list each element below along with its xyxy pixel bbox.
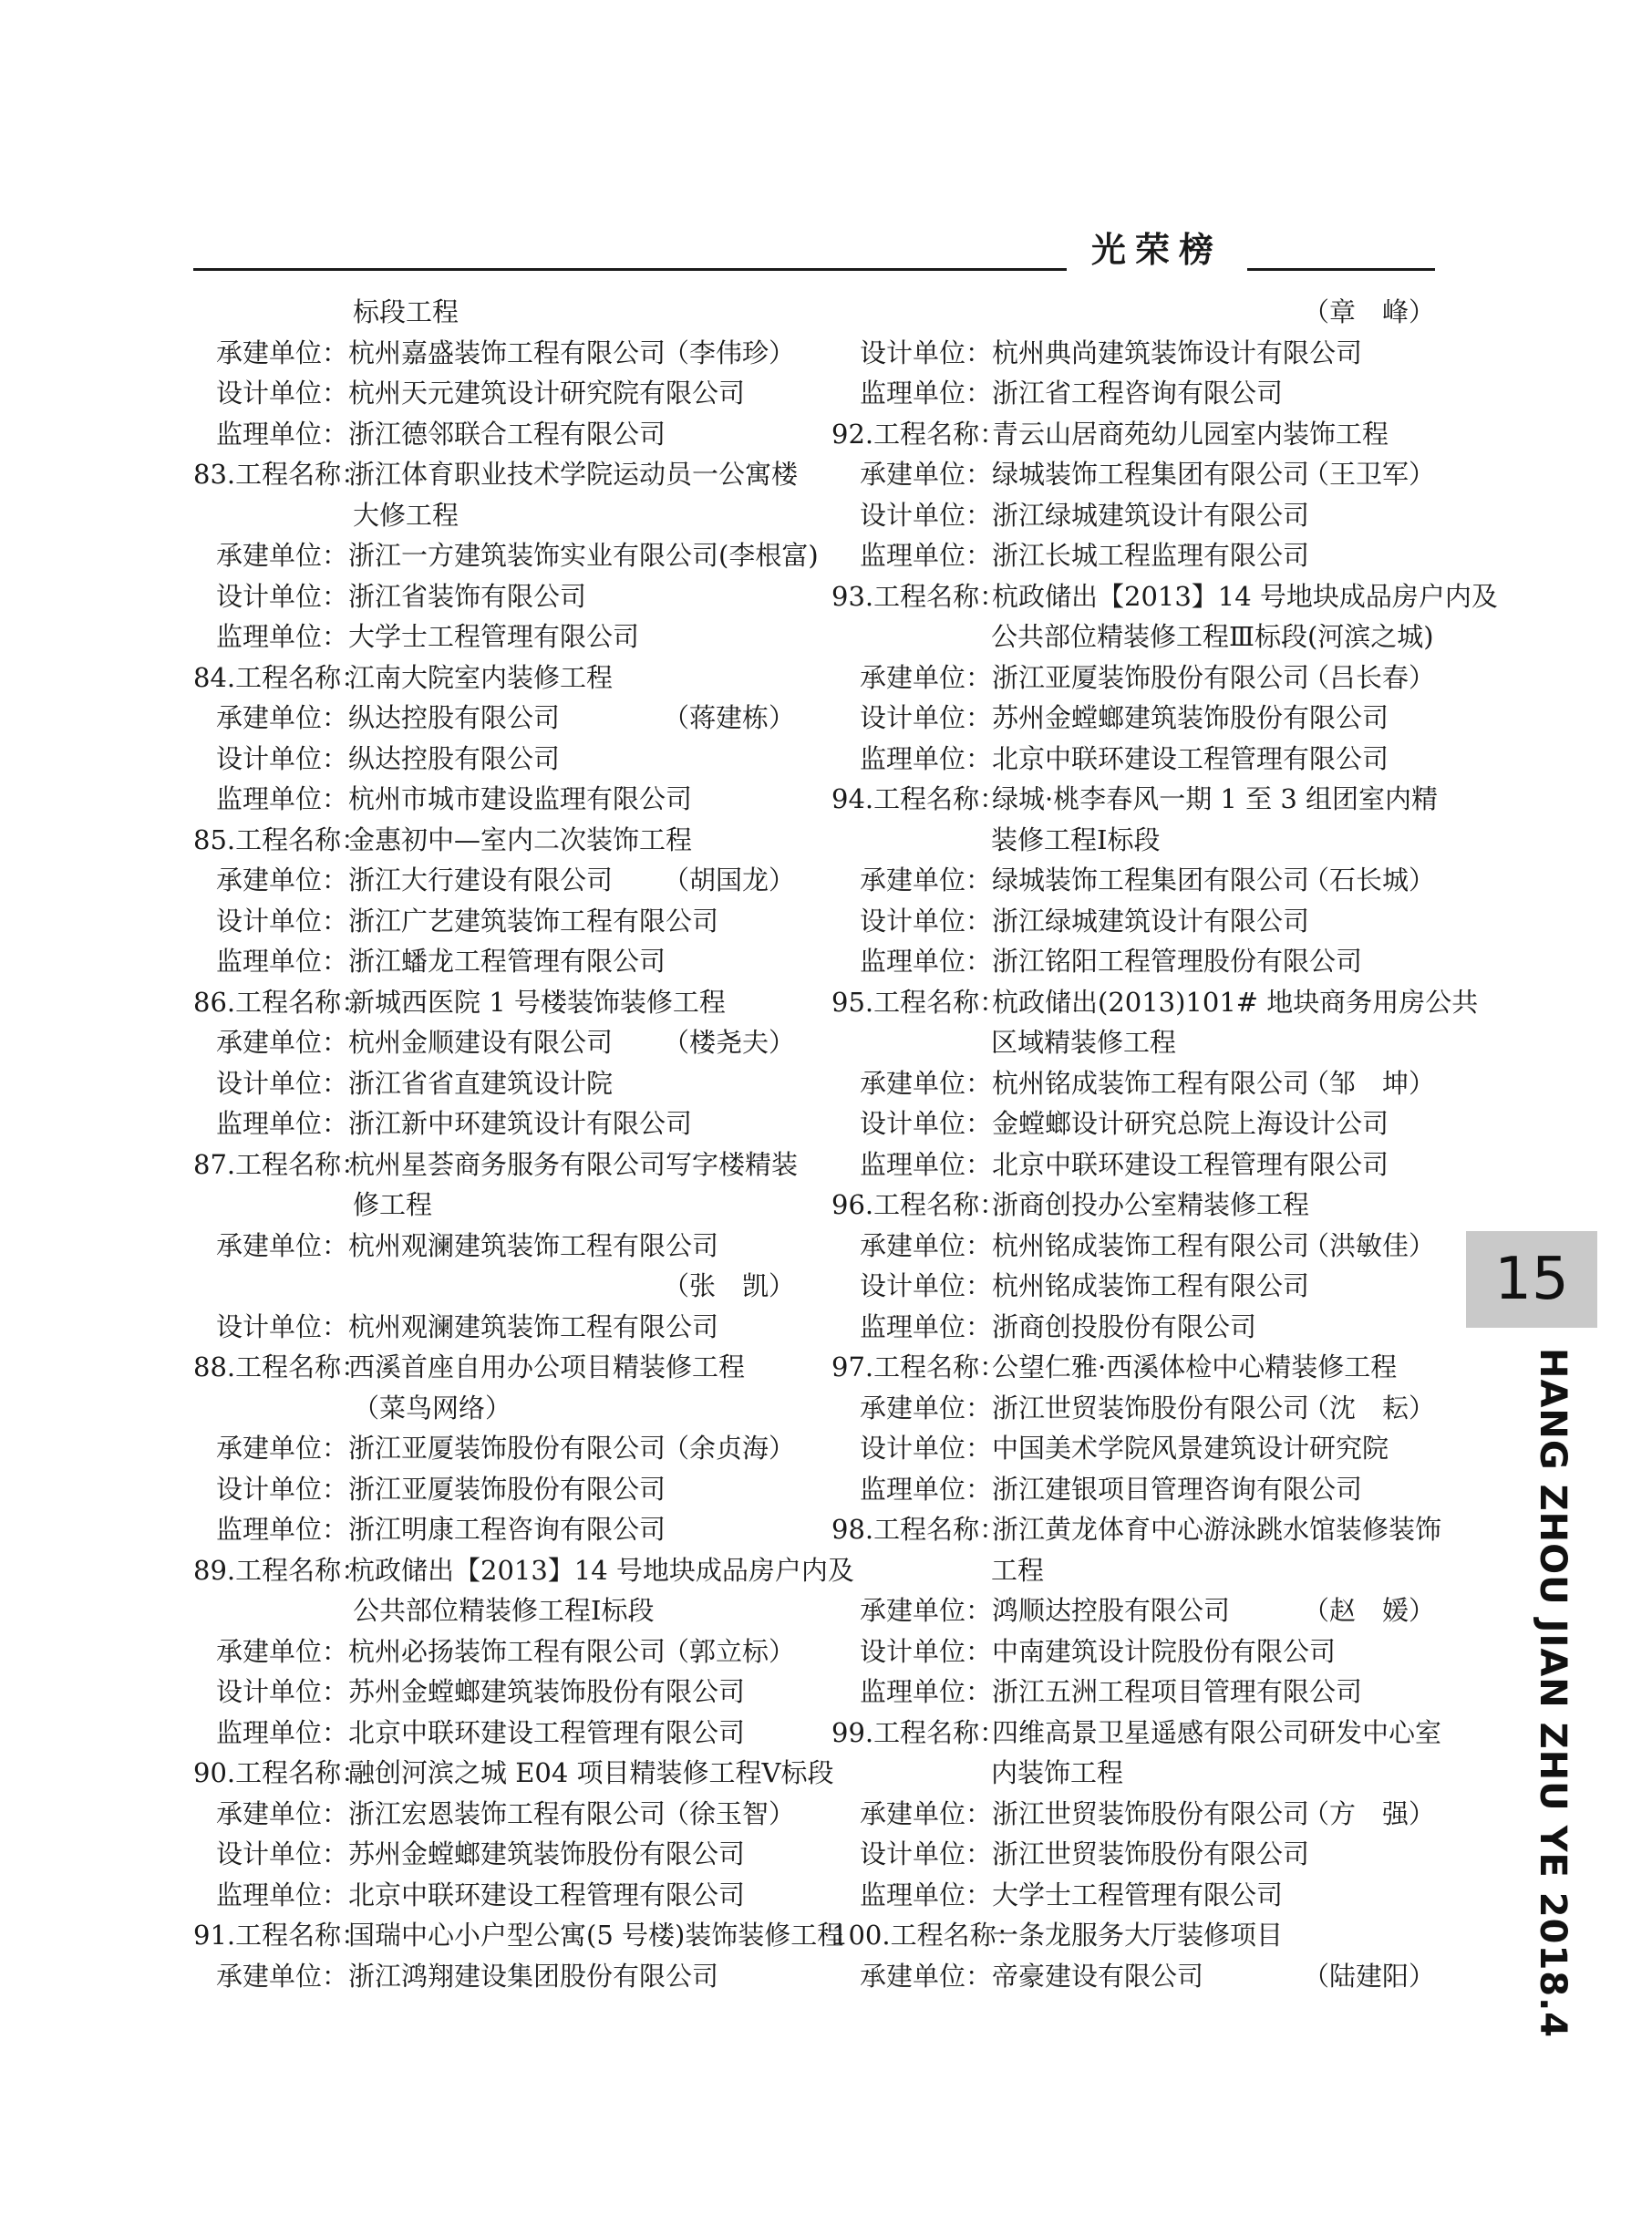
project-name: 浙江体育职业技术学院运动员一公寓楼 — [348, 459, 799, 490]
field-value: 纵达控股有限公司 — [348, 742, 561, 774]
project-number-label: 83.工程名称： — [193, 459, 368, 490]
field-label: 监理单位： — [215, 418, 348, 450]
project-title-line — [193, 820, 795, 861]
continuation-text: 工程 — [991, 1554, 1045, 1586]
responsible-person: （沈 耘） — [1302, 1392, 1435, 1424]
project-name: 青云山居商苑幼儿园室内装饰工程 — [992, 418, 1389, 450]
entry-continuation — [831, 1022, 1435, 1063]
entry-field-line — [831, 333, 1435, 374]
field-label: 承建单位： — [859, 661, 992, 693]
responsible-person: （蒋建栋） — [662, 702, 795, 733]
field-value: 杭州典尚建筑装饰设计有限公司 — [992, 336, 1363, 368]
field-value: 杭州天元建筑设计研究院有限公司 — [348, 378, 746, 409]
entry-field-line — [193, 941, 795, 982]
field-value: 浙江一方建筑装饰实业有限公司(李根富) — [348, 540, 819, 571]
entry-field-line — [193, 1875, 795, 1916]
entry-field-line — [193, 535, 819, 576]
field-value: 浙江明康工程咨询有限公司 — [348, 1514, 666, 1545]
responsible-person: （李伟珍） — [662, 336, 795, 368]
project-number-label: 86.工程名称： — [193, 986, 368, 1018]
continuation-text: 装修工程Ⅰ标段 — [991, 823, 1161, 855]
project-title-line — [831, 779, 1438, 820]
entry-field-line — [193, 1672, 795, 1713]
field-value: 杭州铭成装饰工程有限公司 — [992, 1067, 1310, 1099]
project-name: 一条龙服务大厅装修项目 — [992, 1920, 1284, 1951]
entry-field-line — [831, 495, 1435, 536]
field-value: 北京中联环建设工程管理有限公司 — [992, 742, 1389, 774]
entry-field-line — [193, 1063, 795, 1104]
responsible-person: （洪敏佳） — [1302, 1229, 1435, 1261]
field-label: 承建单位： — [859, 1595, 992, 1626]
entry-field-line — [831, 1428, 1435, 1469]
project-name: 西溪首座自用办公项目精装修工程 — [348, 1351, 746, 1382]
project-title-line — [831, 1915, 1435, 1956]
project-title-line — [831, 414, 1435, 455]
field-value: 浙江蟠龙工程管理有限公司 — [348, 946, 666, 977]
field-value: 中国美术学院风景建筑设计研究院 — [992, 1433, 1389, 1464]
entry-field-line — [193, 333, 795, 374]
field-value: 杭州铭成装饰工程有限公司 — [992, 1270, 1310, 1301]
field-label: 承建单位： — [215, 1797, 348, 1829]
field-value: 苏州金螳螂建筑装饰股份有限公司 — [348, 1838, 746, 1869]
field-label: 设计单位： — [859, 499, 992, 531]
left-column — [193, 292, 854, 1996]
header-rule-left — [193, 268, 1067, 271]
responsible-person: （陆建阳） — [1302, 1960, 1435, 1992]
project-name: 公望仁雅·西溪体检中心精装修工程 — [992, 1351, 1398, 1382]
responsible-person: （方 强） — [1302, 1797, 1435, 1829]
project-number-label: 90.工程名称： — [193, 1757, 368, 1788]
field-value: 帝豪建设有限公司 — [992, 1960, 1204, 1992]
entry-field-line — [193, 1103, 795, 1144]
project-name: 国瑞中心小户型公寓(5 号楼)装饰装修工程 — [348, 1920, 844, 1951]
project-title-line — [193, 454, 799, 495]
entry-field-line — [831, 1834, 1435, 1875]
field-label: 监理单位： — [859, 1879, 992, 1910]
field-label: 设计单位： — [215, 1310, 348, 1342]
field-value: 杭州铭成装饰工程有限公司 — [992, 1229, 1310, 1261]
right-column — [831, 292, 1498, 1996]
project-name: 四维高景卫星遥感有限公司研发中心室 — [992, 1716, 1442, 1748]
project-name: 新城西医院 1 号楼装饰装修工程 — [348, 986, 726, 1018]
continuation-text: 标段工程 — [353, 296, 459, 327]
entry-field-line — [831, 941, 1435, 982]
project-number-label: 88.工程名称： — [193, 1351, 368, 1382]
field-value: 浙江世贸装饰股份有限公司 — [992, 1392, 1310, 1424]
field-label: 承建单位： — [215, 1229, 348, 1261]
field-label: 监理单位： — [215, 946, 348, 977]
field-value: 浙江德邻联合工程有限公司 — [348, 418, 666, 450]
field-label: 监理单位： — [859, 1148, 992, 1180]
field-label: 设计单位： — [215, 1067, 348, 1099]
entry-field-line — [831, 1266, 1435, 1307]
entry-field-line — [831, 1956, 1435, 1997]
project-name: 金惠初中—室内二次装饰工程 — [348, 823, 693, 855]
field-label: 监理单位： — [215, 1514, 348, 1545]
field-value: 浙商创投股份有限公司 — [992, 1310, 1257, 1342]
field-value: 大学士工程管理有限公司 — [348, 621, 640, 652]
field-label: 监理单位： — [859, 378, 992, 409]
responsible-person: （张 凯） — [662, 1270, 795, 1301]
field-value: 绿城装饰工程集团有限公司 — [992, 459, 1310, 490]
field-value: 浙江铭阳工程管理股份有限公司 — [992, 946, 1363, 977]
entry-field-line — [831, 1144, 1435, 1185]
field-label: 监理单位： — [215, 783, 348, 814]
field-value: 杭州嘉盛装饰工程有限公司 — [348, 336, 666, 368]
continuation-text: 公共部位精装修工程Ⅲ标段(河滨之城) — [991, 621, 1434, 652]
entry-field-line — [193, 739, 795, 780]
responsible-person: （楼尧夫） — [662, 1027, 795, 1058]
entry-field-line — [193, 373, 795, 414]
entry-continuation — [193, 495, 795, 536]
entry-field-line — [193, 1022, 795, 1063]
project-number-label: 84.工程名称： — [193, 661, 368, 693]
field-value: 苏州金螳螂建筑装饰股份有限公司 — [348, 1676, 746, 1707]
field-value: 鸿顺达控股有限公司 — [992, 1595, 1231, 1626]
field-value: 浙江亚厦装饰股份有限公司 — [348, 1473, 666, 1505]
field-label: 承建单位： — [215, 1433, 348, 1464]
project-number-label: 87.工程名称： — [193, 1148, 368, 1180]
project-name: 绿城·桃李春风一期 1 至 3 组团室内精 — [992, 783, 1438, 814]
entry-continuation — [193, 1185, 795, 1226]
responsible-person: （徐玉智） — [662, 1797, 795, 1829]
field-label: 设计单位： — [215, 1838, 348, 1869]
field-label: 承建单位： — [215, 540, 348, 571]
project-number-label: 98.工程名称： — [831, 1514, 1007, 1545]
field-label: 承建单位： — [859, 865, 992, 896]
field-label: 承建单位： — [215, 865, 348, 896]
field-label: 设计单位： — [859, 1635, 992, 1667]
project-number-label: 85.工程名称： — [193, 823, 368, 855]
project-number-label: 100.工程名称： — [831, 1920, 1023, 1951]
entry-field-line — [193, 1226, 795, 1267]
continuation-text: 内装饰工程 — [991, 1757, 1124, 1788]
field-label: 设计单位： — [215, 905, 348, 937]
entry-field-line — [831, 1631, 1435, 1672]
field-value: 大学士工程管理有限公司 — [992, 1879, 1284, 1910]
project-name: 融创河滨之城 E04 项目精装修工程Ⅴ标段 — [348, 1757, 834, 1788]
project-title-line — [193, 1753, 834, 1794]
section-title: 光荣榜 — [1090, 230, 1223, 270]
field-label: 监理单位： — [215, 1879, 348, 1910]
entry-field-line — [193, 1428, 795, 1469]
responsible-person: （邹 坤） — [1302, 1067, 1435, 1099]
field-value: 杭州观澜建筑装饰工程有限公司 — [348, 1229, 719, 1261]
field-label: 设计单位： — [215, 1676, 348, 1707]
project-name: 杭政储出(2013)101# 地块商务用房公共 — [992, 986, 1479, 1018]
responsible-person: （石长城） — [1302, 865, 1435, 896]
field-value: 北京中联环建设工程管理有限公司 — [992, 1148, 1389, 1180]
project-name: 杭政储出【2013】14 号地块成品房户内及 — [992, 580, 1498, 612]
entry-field-line — [831, 1103, 1435, 1144]
project-name: 浙商创投办公室精装修工程 — [992, 1189, 1310, 1220]
field-label: 设计单位： — [215, 378, 348, 409]
field-label: 承建单位： — [859, 1392, 992, 1424]
field-label: 承建单位： — [215, 702, 348, 733]
entry-field-line — [831, 1875, 1435, 1916]
field-label: 设计单位： — [859, 905, 992, 937]
field-label: 监理单位： — [859, 1473, 992, 1505]
field-label: 承建单位： — [859, 1067, 992, 1099]
entry-continuation — [831, 1753, 1435, 1794]
responsible-person: （王卫军） — [1302, 459, 1435, 490]
responsible-person: （胡国龙） — [662, 865, 795, 896]
responsible-person: （余贞海） — [662, 1433, 795, 1464]
project-number-label: 97.工程名称： — [831, 1351, 1007, 1382]
field-label: 监理单位： — [215, 1108, 348, 1139]
field-label: 监理单位： — [215, 1716, 348, 1748]
project-number-label: 94.工程名称： — [831, 783, 1007, 814]
entry-field-line — [193, 1834, 795, 1875]
page-number: 15 — [1466, 1231, 1597, 1328]
entry-field-line — [193, 1956, 795, 1997]
entry-field-line — [193, 1469, 795, 1510]
field-label: 承建单位： — [859, 1960, 992, 1992]
entry-field-line — [831, 1672, 1435, 1713]
entry-field-line — [831, 373, 1435, 414]
entry-field-line — [831, 1226, 1435, 1267]
entry-continuation — [193, 1388, 795, 1429]
field-value: 浙江亚厦装饰股份有限公司 — [348, 1433, 666, 1464]
entry-field-line — [831, 454, 1435, 495]
project-name: 杭州星荟商务服务有限公司写字楼精装 — [348, 1148, 799, 1180]
field-value: 杭州市城市建设监理有限公司 — [348, 783, 693, 814]
project-title-line — [831, 1509, 1442, 1550]
entry-continuation — [831, 820, 1435, 861]
project-title-line — [831, 1185, 1435, 1226]
project-name: 浙江黄龙体育中心游泳跳水馆装修装饰 — [992, 1514, 1442, 1545]
project-number-label: 95.工程名称： — [831, 986, 1007, 1018]
field-value: 杭州必扬装饰工程有限公司 — [348, 1635, 666, 1667]
field-label: 承建单位： — [859, 459, 992, 490]
entry-field-line — [193, 860, 795, 901]
continuation-text: 公共部位精装修工程Ⅰ标段 — [353, 1595, 655, 1626]
field-label: 设计单位： — [859, 1270, 992, 1301]
field-value: 浙江宏恩装饰工程有限公司 — [348, 1797, 666, 1829]
entry-field-line — [831, 698, 1435, 739]
responsible-person: （章 峰） — [1302, 296, 1435, 327]
continuation-text: 修工程 — [353, 1189, 433, 1220]
field-label: 设计单位： — [859, 336, 992, 368]
field-label: 监理单位： — [215, 621, 348, 652]
field-value: 北京中联环建设工程管理有限公司 — [348, 1716, 746, 1748]
project-number-label: 99.工程名称： — [831, 1716, 1007, 1748]
journal-label: HANG ZHOU JIAN ZHU YE 2018.4 — [1532, 1348, 1574, 2039]
continuation-text: 区域精装修工程 — [991, 1027, 1177, 1058]
field-value: 杭州金顺建设有限公司 — [348, 1027, 614, 1058]
entry-continuation — [831, 616, 1435, 657]
project-title-line — [193, 982, 795, 1023]
field-value: 浙江新中环建筑设计有限公司 — [348, 1108, 693, 1139]
field-label: 监理单位： — [859, 1676, 992, 1707]
field-value: 浙江五洲工程项目管理有限公司 — [992, 1676, 1363, 1707]
field-label: 设计单位： — [215, 580, 348, 612]
field-label: 监理单位： — [859, 946, 992, 977]
project-number-label: 96.工程名称： — [831, 1189, 1007, 1220]
continuation-text: （菜鸟网络） — [353, 1392, 512, 1424]
field-value: 浙江世贸装饰股份有限公司 — [992, 1838, 1310, 1869]
project-number-label: 92.工程名称： — [831, 418, 1007, 450]
entry-field-line — [193, 1509, 795, 1550]
field-value: 金螳螂设计研究总院上海设计公司 — [992, 1108, 1389, 1139]
entry-field-line — [831, 739, 1435, 780]
field-value: 苏州金螳螂建筑装饰股份有限公司 — [992, 702, 1389, 733]
project-title-line — [831, 982, 1479, 1023]
responsible-person: （郭立标） — [662, 1635, 795, 1667]
field-label: 承建单位： — [859, 1797, 992, 1829]
entry-field-line — [831, 1794, 1435, 1835]
field-label: 承建单位： — [215, 336, 348, 368]
project-title-line — [193, 1915, 844, 1956]
field-value: 浙江省装饰有限公司 — [348, 580, 587, 612]
entry-field-line — [831, 1590, 1435, 1631]
entry-continuation — [193, 292, 795, 333]
entry-field-line — [193, 1631, 795, 1672]
entry-field-line — [193, 576, 795, 617]
field-label: 承建单位： — [215, 1960, 348, 1992]
field-value: 浙江省省直建筑设计院 — [348, 1067, 614, 1099]
entry-field-line — [193, 698, 795, 739]
project-name: 杭政储出【2013】14 号地块成品房户内及 — [348, 1554, 854, 1586]
project-name: 江南大院室内装修工程 — [348, 661, 614, 693]
field-label: 设计单位： — [859, 1838, 992, 1869]
entry-field-line — [831, 657, 1435, 699]
field-label: 设计单位： — [859, 1433, 992, 1464]
page-header — [0, 0, 1652, 283]
entry-field-line — [193, 779, 795, 820]
field-label: 设计单位： — [859, 1108, 992, 1139]
project-title-line — [193, 1347, 795, 1388]
field-value: 中南建筑设计院股份有限公司 — [992, 1635, 1337, 1667]
field-value: 浙江世贸装饰股份有限公司 — [992, 1797, 1310, 1829]
project-title-line — [831, 1713, 1442, 1754]
field-label: 监理单位： — [859, 742, 992, 774]
entry-field-line — [193, 1307, 795, 1348]
entry-continuation — [831, 1550, 1435, 1591]
entry-field-line — [193, 1794, 795, 1835]
entry-field-line — [193, 616, 795, 657]
entry-field-line — [193, 1713, 795, 1754]
entry-field-line — [831, 1307, 1435, 1348]
field-value: 北京中联环建设工程管理有限公司 — [348, 1879, 746, 1910]
field-label: 设计单位： — [215, 1473, 348, 1505]
project-number-label: 91.工程名称： — [193, 1920, 368, 1951]
project-title-line — [193, 1550, 854, 1591]
field-label: 设计单位： — [859, 702, 992, 733]
field-label: 设计单位： — [215, 742, 348, 774]
field-value: 浙江绿城建筑设计有限公司 — [992, 905, 1310, 937]
field-label: 监理单位： — [859, 540, 992, 571]
field-value: 浙江大行建设有限公司 — [348, 865, 614, 896]
continuation-text: 大修工程 — [353, 499, 459, 531]
field-value: 浙江鸿翔建设集团股份有限公司 — [348, 1960, 719, 1992]
field-value: 浙江广艺建筑装饰工程有限公司 — [348, 905, 719, 937]
header-rule-right — [1247, 268, 1435, 271]
field-value: 浙江亚厦装饰股份有限公司 — [992, 661, 1310, 693]
entry-field-line — [193, 901, 795, 942]
field-value: 浙江省工程咨询有限公司 — [992, 378, 1284, 409]
person-line — [831, 292, 1435, 333]
field-value: 浙江建银项目管理咨询有限公司 — [992, 1473, 1363, 1505]
field-label: 监理单位： — [859, 1310, 992, 1342]
project-title-line — [831, 576, 1498, 617]
responsible-person: （赵 媛） — [1302, 1595, 1435, 1626]
person-line — [193, 1266, 795, 1307]
project-title-line — [193, 657, 795, 699]
field-value: 浙江绿城建筑设计有限公司 — [992, 499, 1310, 531]
entry-field-line — [831, 1388, 1435, 1429]
field-label: 承建单位： — [859, 1229, 992, 1261]
entry-field-line — [831, 901, 1435, 942]
entry-field-line — [193, 414, 795, 455]
entry-field-line — [831, 1063, 1435, 1104]
project-title-line — [193, 1144, 799, 1185]
field-label: 承建单位： — [215, 1027, 348, 1058]
field-label: 承建单位： — [215, 1635, 348, 1667]
project-number-label: 89.工程名称： — [193, 1554, 368, 1586]
entry-field-line — [831, 535, 1435, 576]
entry-field-line — [831, 1469, 1435, 1510]
field-value: 纵达控股有限公司 — [348, 702, 561, 733]
field-value: 杭州观澜建筑装饰工程有限公司 — [348, 1310, 719, 1342]
entry-field-line — [831, 860, 1435, 901]
project-title-line — [831, 1347, 1435, 1388]
responsible-person: （吕长春） — [1302, 661, 1435, 693]
field-value: 绿城装饰工程集团有限公司 — [992, 865, 1310, 896]
field-value: 浙江长城工程监理有限公司 — [992, 540, 1310, 571]
project-number-label: 93.工程名称： — [831, 580, 1007, 612]
entry-continuation — [193, 1590, 795, 1631]
